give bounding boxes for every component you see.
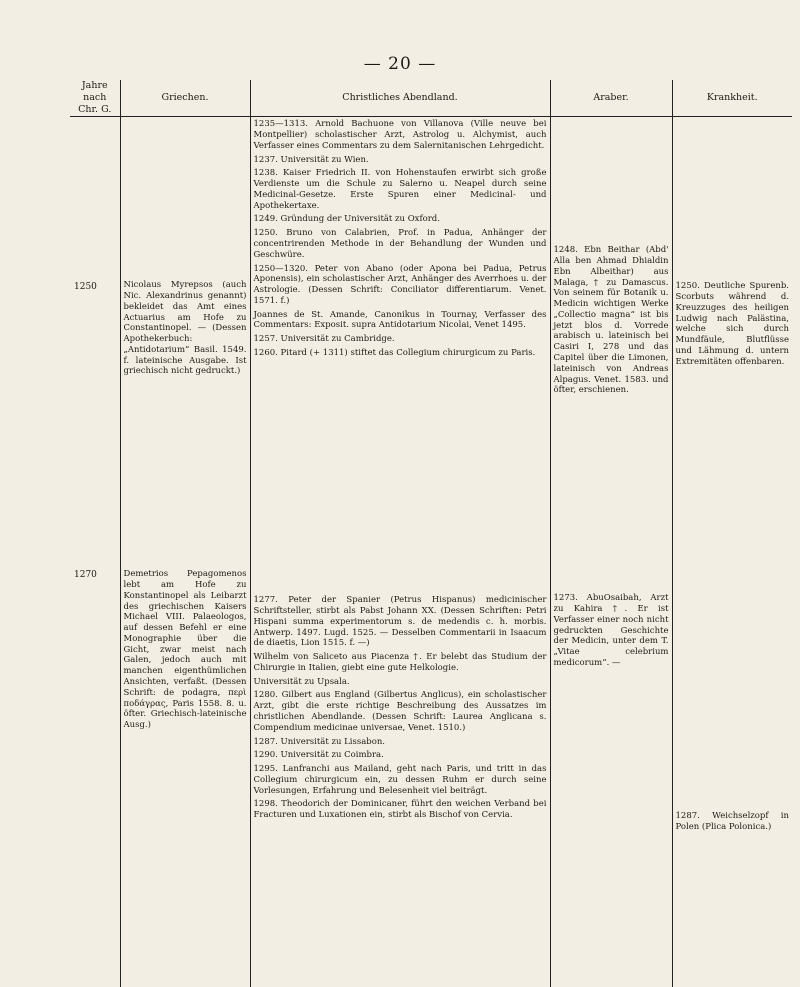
year-1250: 1250 — [74, 282, 97, 293]
header-western: Christliches Abendland. — [250, 80, 550, 117]
greek-entry-demetrios: Demetrios Pepagomenos lebt am Hofe zu Konstantinopel als Leibarzt des griechischen Kaisers Michael VIII. Palaeologos, auf dessen Befehl er eine Monographie über die Gicht, zwar meist nach Galen, jedoch auch mit manchen eigenthümlichen Ansichten, verfaßt. (Dessen Schrift: de podagra, περὶ ποδάγρας, Paris 1558. 8. u. öfter. Griechisch-lateinische Ausg.) — [123, 569, 247, 731]
western-entry: 1250. Bruno von Calabrien, Prof. in Padua, Anhänger der concentrirenden Methode in der Behandlung der Wunden und Geschwüre. — [253, 228, 547, 260]
western-entry: 1249. Gründung der Universität zu Oxford. — [253, 214, 440, 225]
western-entry: Joannes de St. Amande, Canonikus in Tournay, Verfasser des Commentars: Exposit. supra Antidotarium Nicolai, Venet 1495. — [253, 309, 547, 331]
arab-entry-abu-osaibah: 1273. AbuOsaibah, Arzt zu Kahira †. Er ist Verfasser einer noch nicht gedruckten Geschichte der Medicin, unter dem T. „Vitae celebrium medicorum“. — — [553, 593, 669, 668]
disease-entry-plica: 1287. Weichselzopf in Polen (Plica Polonica.) — [675, 811, 789, 832]
western-entry: 1238. Kaiser Friedrich II. von Hohenstaufen erwirbt sich große Verdienste um die Schule zu Salerno u. Neapel durch seine Medicinal-Gesetze. Erste Spuren einer Medicinal- und Apothekertaxe. — [253, 168, 547, 211]
western-entry: 1250—1320. Peter von Abano (oder Apona bei Padua, Petrus Aponensis), ein scholastischer Arzt, Anhänger des Averrhoes u. der Astrologie. (Dessen Schrift: Conciliator differentiarum. Venet. 1571. f.) — [253, 263, 547, 306]
page-number: — 20 — — [363, 54, 437, 74]
western-entry: 1235—1313. Arnold Bachuone von Villanova (Ville neuve bei Montpellier) scholastischer Arzt, Astrolog u. Alchymist, auch Verfasser eines Commentars zu dem Salernitanischen Lehrgedicht. — [253, 119, 547, 151]
western-entry: 1257. Universität zu Cambridge. — [253, 334, 395, 345]
western-column — [250, 117, 550, 987]
years-column — [70, 117, 120, 987]
arabs-column — [550, 117, 672, 987]
western-entry: 1287. Universität zu Lissabon. — [253, 736, 386, 747]
western-entry: Wilhelm von Saliceto aus Piacenza †. Er belebt das Studium der Chirurgie in Italien, giebt eine gute Helkologie. — [253, 652, 547, 673]
western-entry: Universität zu Upsala. — [253, 676, 350, 687]
chronology-table — [70, 80, 792, 987]
year-1270: 1270 — [74, 570, 97, 581]
western-entry: 1277. Peter der Spanier (Petrus Hispanus) medicinischer Schriftsteller, stirbt als Pabst Johann XX. (Dessen Schriften: Petri Hispani summa experimentorum s. de medendis c. h. morbis. Antwerp. 1497. Lugd. 1525. — Desselben Commentarii in Isaacum de diaetis, Lion 1515. f. —) — [253, 595, 547, 649]
disease-entry-scurvy: 1250. Deutliche Spurenb. Scorbuts während d. Kreuzzuges des heiligen Ludwig nach Palästina, welche sich durch Mundfäule, Blutflüsse und Lähmung d. untern Extremitäten offenbaren. — [675, 281, 789, 367]
western-entry: 1290. Universität zu Coimbra. — [253, 750, 384, 761]
header-greeks: Griechen. — [120, 80, 250, 117]
header-diseases: Krankheit. — [672, 80, 792, 117]
western-entry: 1237. Universität zu Wien. — [253, 154, 369, 165]
greeks-column — [120, 117, 250, 987]
western-entry: 1260. Pitard (+ 1311) stiftet das Collegium chirurgicum zu Paris. — [253, 348, 536, 359]
diseases-column — [672, 117, 792, 987]
greek-entry-nicolaus: Nicolaus Myrepsos (auch Nic. Alexandrinus genannt) bekleidet das Amt eines Actuarius am Hofe zu Constantinopel. — (Dessen Apothekerbuch: „Antidotarium“ Basil. 1549. f. lateinische Ausgabe. Ist griechisch nicht gedruckt.) — [123, 280, 247, 377]
western-entry: 1298. Theodorich der Dominicaner, führt den weichen Verband bei Fracturen und Luxationen ein, stirbt als Bischof von Cervia. — [253, 799, 547, 821]
header-arabs: Araber. — [550, 80, 672, 117]
header-years: Jahre nach Chr. G. — [70, 80, 120, 117]
arab-entry-ebn-beithar: 1248. Ebn Beithar (Abd' Alla ben Ahmad Dhialdin Ebn Albeithar) aus Malaga, † zu Damascus. Von seinem für Botanik u. Medicin wichtigen Werke „Collectio magna“ ist bis jetzt blos d. Vorrede arabisch u. lateinisch bei Casiri I, 278 und das Capitel über die Limonen, lateinisch von Andreas Alpagus. Venet. 1583. und öfter, erschienen. — [553, 245, 669, 396]
western-entry: 1295. Lanfranchi aus Mailand, geht nach Paris, und tritt in das Collegium chirurgicum ein, zu dessen Ruhm er durch seine Vorlesungen, Erfahrung und Belesenheit viel beiträgt. — [253, 764, 547, 796]
western-entry: 1280. Gilbert aus England (Gilbertus Anglicus), ein scholastischer Arzt, gibt die erste richtige Beschreibung des Aussatzes im christlichen Abendlande. (Dessen Schrift: Laurea Anglicana s. Compendium medicinae universae, Venet. 1510.) — [253, 690, 547, 733]
